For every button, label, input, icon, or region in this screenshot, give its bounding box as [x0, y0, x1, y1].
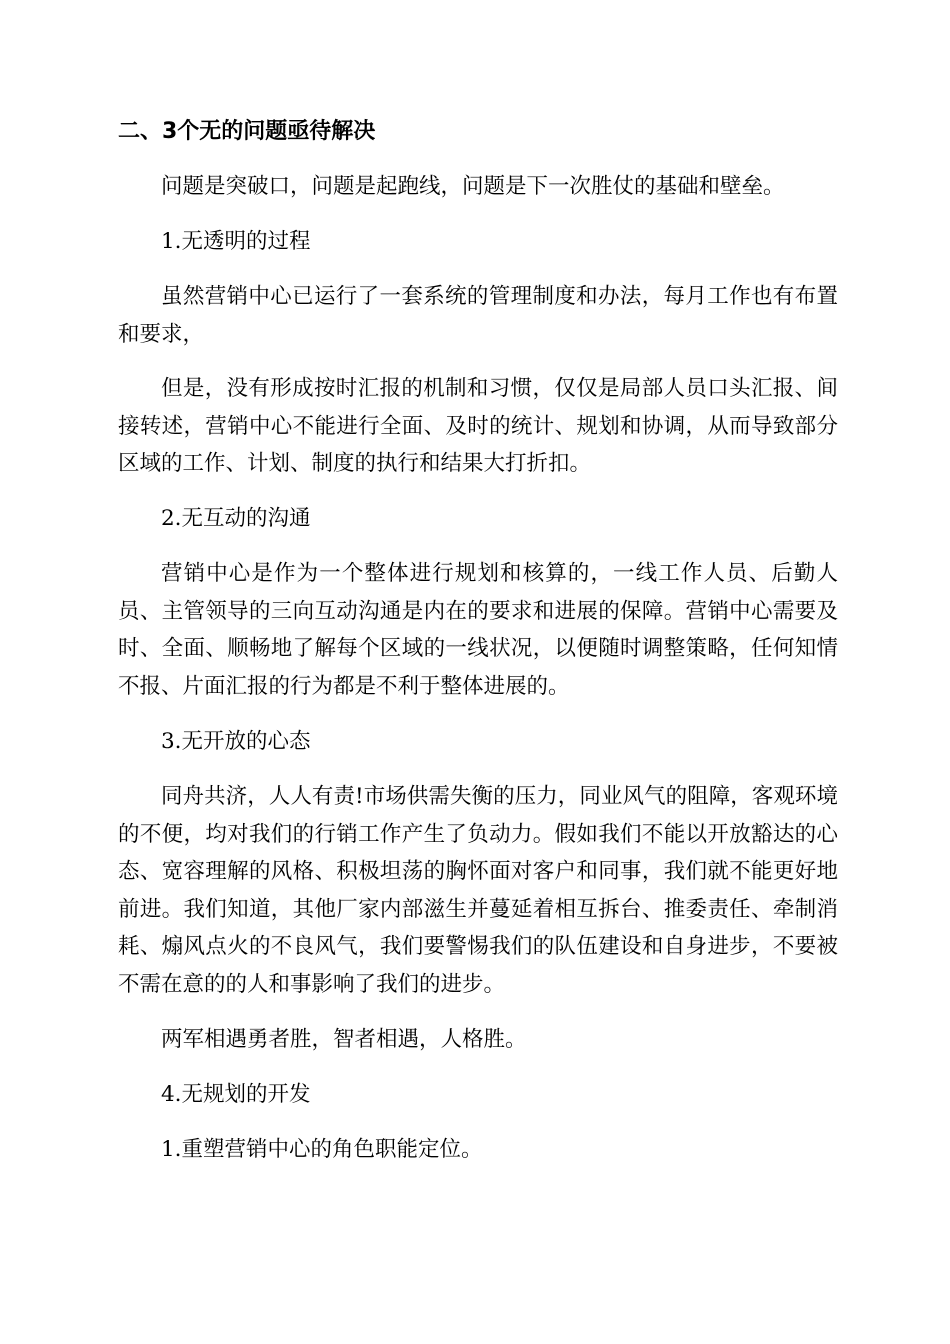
section-heading: 二、3个无的问题亟待解决: [118, 119, 376, 144]
paragraph-transparency-1: 虽然营销中心已运行了一套系统的管理制度和办法，每月工作也有布置和要求，: [118, 284, 838, 347]
paragraph-communication: 营销中心是作为一个整体进行规划和核算的，一线工作人员、后勤人员、主管领导的三向互动沟通是内在的要求和进展的保障。营销中心需要及时、全面、顺畅地了解每个区域的一线状况，以便随时调整策略，任何知情不报、片面汇报的行为都是不利于整体进展的。: [118, 561, 838, 699]
paragraph-openness: 同舟共济，人人有责!市场供需失衡的压力，同业风气的阻障，客观环境的不便，均对我们的行销工作产生了负动力。假如我们不能以开放豁达的心态、宽容理解的风格、积极坦荡的胸怀面对客户和同事，我们就不能更好地前进。我们知道，其他厂家内部滋生并蔓延着相互拆台、推委责任、牵制消耗、煽风点火的不良风气，我们要警惕我们的队伍建设和自身进步，不要被不需在意的的人和事影响了我们的进步。: [118, 784, 838, 997]
paragraph-planning-item-1: 1.重塑营销中心的角色职能定位。: [161, 1137, 483, 1162]
paragraph-proverb: 两军相遇勇者胜，智者相遇，人格胜。: [161, 1027, 527, 1052]
paragraph-intro: 问题是突破口，问题是起跑线，问题是下一次胜仗的基础和壁垒。: [161, 174, 785, 199]
paragraph-transparency-2: 但是，没有形成按时汇报的机制和习惯，仅仅是局部人员口头汇报、间接转述，营销中心不能进行全面、及时的统计、规划和协调，从而导致部分区域的工作、计划、制度的执行和结果大打折扣。: [118, 376, 838, 476]
subheading-openness: 3.无开放的心态: [161, 729, 311, 754]
subheading-transparency: 1.无透明的过程: [161, 229, 311, 254]
subheading-planning: 4.无规划的开发: [161, 1082, 311, 1107]
subheading-communication: 2.无互动的沟通: [161, 506, 311, 531]
